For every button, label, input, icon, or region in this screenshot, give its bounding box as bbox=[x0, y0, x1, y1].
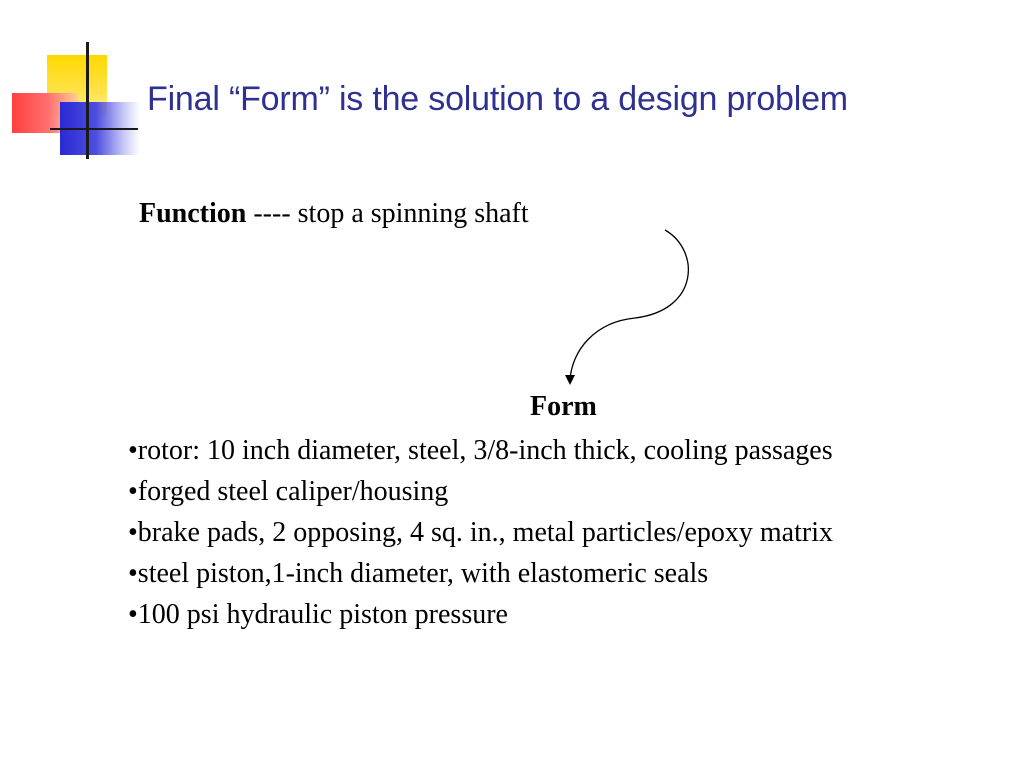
curved-arrow-icon bbox=[540, 220, 710, 400]
decoration-horizontal-line bbox=[50, 128, 138, 130]
form-bullet-list bbox=[128, 433, 833, 638]
list-item: •brake pads, 2 opposing, 4 sq. in., metal particles/epoxy matrix bbox=[128, 517, 833, 548]
list-item: •100 psi hydraulic piston pressure bbox=[128, 599, 508, 630]
function-text: ---- stop a spinning shaft bbox=[246, 198, 529, 229]
slide-title: Final “Form” is the solution to a design problem bbox=[147, 80, 848, 118]
function-label: Function bbox=[139, 198, 247, 229]
function-statement bbox=[139, 198, 529, 230]
slide-decoration bbox=[0, 0, 150, 165]
list-item: •rotor: 10 inch diameter, steel, 3/8-inch thick, cooling passages bbox=[128, 435, 833, 466]
list-item: •steel piston,1-inch diameter, with elastomeric seals bbox=[128, 558, 709, 589]
form-heading: Form bbox=[530, 391, 597, 422]
decoration-vertical-line bbox=[86, 42, 89, 159]
list-item: •forged steel caliper/housing bbox=[128, 476, 449, 507]
